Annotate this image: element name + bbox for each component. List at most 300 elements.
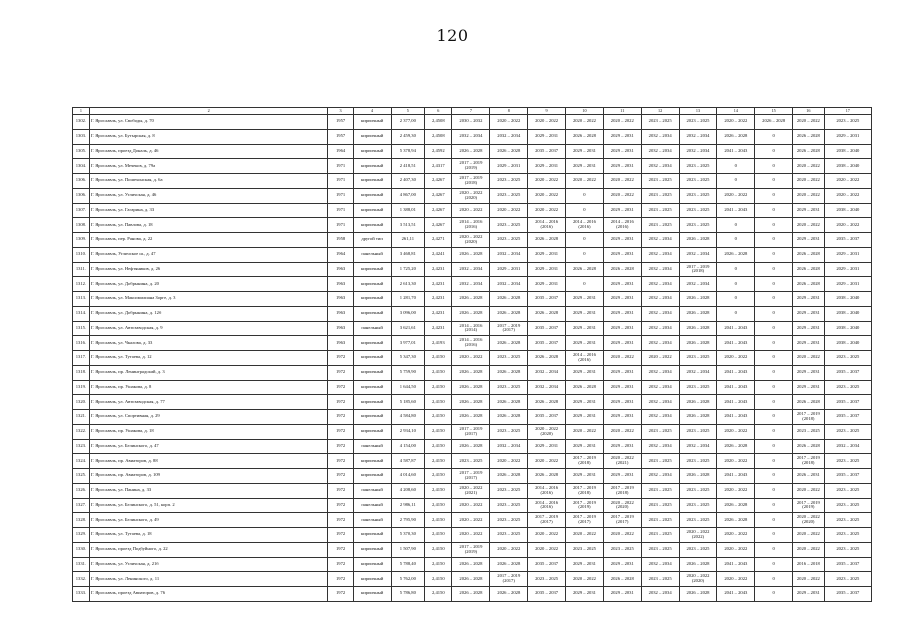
table-row — [73, 159, 872, 174]
table-cell: 2032 – 2034 — [641, 277, 679, 292]
table-cell: Г. Ярославль, пр. Ленинградский, д. 3 — [89, 365, 328, 380]
table-cell: кирпичный — [353, 174, 391, 189]
table-cell: 2026 – 2028 — [566, 129, 604, 144]
table-cell: 2,4271 — [425, 233, 452, 248]
table-cell: 2 934,10 — [391, 424, 425, 439]
table-cell: 2029 – 2031 — [566, 410, 604, 425]
table-cell: 2020 – 2022 — [452, 528, 490, 543]
column-header: 8 — [490, 108, 528, 115]
table-cell: кирпичный — [353, 144, 391, 159]
table-cell: 2020 – 2022 — [717, 483, 755, 498]
table-cell: 0 — [755, 469, 793, 484]
table-cell: кирпичный — [353, 129, 391, 144]
table-cell: 2026 – 2028 — [793, 439, 825, 454]
table-cell: кирпичный — [353, 395, 391, 410]
table-cell: 2 377,00 — [391, 115, 425, 130]
table-cell: 2020 – 2022 — [793, 528, 825, 543]
table-cell: 2032 – 2034 — [679, 365, 717, 380]
table-row — [73, 439, 872, 454]
table-cell: 2017 – 2019 (2018) — [603, 483, 641, 498]
table-cell: 2020 – 2022 — [490, 542, 528, 557]
table-cell: 2020 – 2022 — [793, 542, 825, 557]
table-cell: 1972 — [328, 439, 353, 454]
table-cell: 2041 – 2043 — [717, 321, 755, 336]
table-cell: 2032 – 2034 — [824, 439, 871, 454]
table-cell: 2026 – 2028 — [679, 336, 717, 351]
table-cell: 2020 – 2022 — [717, 528, 755, 543]
table-cell: 2041 – 2043 — [717, 144, 755, 159]
table-cell: 2029 – 2031 — [490, 159, 528, 174]
table-row — [73, 410, 872, 425]
table-cell: 2038 – 2040 — [824, 321, 871, 336]
table-cell: 2023 – 2025 — [490, 351, 528, 366]
table-cell: 2029 – 2031 — [528, 247, 566, 262]
table-cell: 2020 – 2022 — [717, 188, 755, 203]
table-cell: 2041 – 2043 — [717, 395, 755, 410]
table-cell: 2029 – 2031 — [566, 469, 604, 484]
table-cell: Г. Ярославль, ул. Добрынина, д. 12б — [89, 306, 328, 321]
table-cell: 0 — [755, 188, 793, 203]
table-cell: 0 — [755, 336, 793, 351]
table-cell: 2 407,30 — [391, 174, 425, 189]
table-cell: 2023 – 2025 — [679, 498, 717, 513]
table-cell: 2020 – 2022 — [603, 424, 641, 439]
table-cell: 2,4150 — [425, 572, 452, 587]
table-row — [73, 262, 872, 277]
table-cell: 2,4241 — [425, 247, 452, 262]
table-cell: 1 507,90 — [391, 542, 425, 557]
table-cell: 2023 – 2025 — [452, 454, 490, 469]
table-cell: 1972 — [328, 572, 353, 587]
table-cell: 2026 – 2028 — [528, 395, 566, 410]
table-cell: 2020 – 2022 — [824, 188, 871, 203]
table-cell: 2,4508 — [425, 115, 452, 130]
table-cell: 2,4231 — [425, 277, 452, 292]
table-cell: 2026 – 2028 — [452, 380, 490, 395]
table-cell: 2035 – 2037 — [528, 292, 566, 307]
table-cell: 2020 – 2022 — [793, 483, 825, 498]
table-cell: 2023 – 2025 — [490, 513, 528, 528]
table-cell: Г. Ярославль, проезд Дональ, д. 46 — [89, 144, 328, 159]
table-cell: 0 — [755, 483, 793, 498]
table-cell: 2023 – 2025 — [641, 542, 679, 557]
table-cell: 2026 – 2028 — [603, 572, 641, 587]
table-cell: 2026 – 2028 — [490, 469, 528, 484]
table-cell: 2026 – 2028 — [755, 115, 793, 130]
table-cell: 1972 — [328, 528, 353, 543]
table-cell: 5 788,40 — [391, 557, 425, 572]
table-cell: 2032 – 2034 — [641, 233, 679, 248]
table-cell: 2035 – 2037 — [824, 587, 871, 602]
table-cell: 1325. — [73, 469, 90, 484]
table-cell: 2029 – 2031 — [566, 159, 604, 174]
table-cell: 2029 – 2031 — [824, 247, 871, 262]
table-cell: 2026 – 2028 — [793, 247, 825, 262]
table-cell: 1972 — [328, 410, 353, 425]
table-cell: 2023 – 2025 — [824, 542, 871, 557]
table-cell: 2023 – 2025 — [679, 188, 717, 203]
table-cell: 1319. — [73, 380, 90, 395]
table-cell: 2023 – 2025 — [641, 174, 679, 189]
table-cell: 5 378,94 — [391, 144, 425, 159]
table-row — [73, 129, 872, 144]
table-cell: 2,4150 — [425, 498, 452, 513]
table-cell: 0 — [755, 174, 793, 189]
table-cell: 2026 – 2028 — [717, 513, 755, 528]
table-cell: 3 621,61 — [391, 321, 425, 336]
table-cell: 2020 – 2022 — [603, 174, 641, 189]
table-cell: 2020 – 2022 (2021) — [603, 454, 641, 469]
table-cell: Г. Ярославль, ул. Панина, д. 33 — [89, 483, 328, 498]
table-cell: 1 644,50 — [391, 380, 425, 395]
table-row — [73, 218, 872, 233]
table-cell: кирпичный — [353, 424, 391, 439]
column-header: 4 — [353, 108, 391, 115]
table-cell: 1318. — [73, 365, 90, 380]
table-cell: 2020 – 2022 — [793, 188, 825, 203]
table-cell: Г. Ярославль, ул. Автозаводская, д. 9 — [89, 321, 328, 336]
table-cell: 2020 – 2022 — [528, 174, 566, 189]
table-cell: 0 — [566, 203, 604, 218]
table-cell: кирпичный — [353, 557, 391, 572]
table-cell: Г. Ярославль, пер. Ранова, д. 22 — [89, 233, 328, 248]
table-cell: 1963 — [328, 336, 353, 351]
table-cell: 2023 – 2025 — [824, 528, 871, 543]
table-cell: 2032 – 2034 — [528, 365, 566, 380]
table-cell: 2026 – 2028 — [452, 306, 490, 321]
table-cell: 2020 – 2022 — [528, 542, 566, 557]
table-cell: панельный — [353, 321, 391, 336]
table-cell: 1963 — [328, 277, 353, 292]
table-cell: 2023 – 2025 — [824, 454, 871, 469]
table-cell: 2029 – 2031 — [793, 203, 825, 218]
table-cell: 2020 – 2022 — [793, 174, 825, 189]
table-cell: кирпичный — [353, 277, 391, 292]
table-cell: кирпичный — [353, 306, 391, 321]
table-cell: 2029 – 2031 — [528, 159, 566, 174]
table-cell: 2020 – 2022 — [717, 115, 755, 130]
table-cell: 2035 – 2037 — [528, 144, 566, 159]
table-cell: 2026 – 2028 — [528, 306, 566, 321]
table-cell: панельный — [353, 513, 391, 528]
table-cell: 2023 – 2025 — [641, 203, 679, 218]
table-cell: 261,11 — [391, 233, 425, 248]
table-cell: 1972 — [328, 365, 353, 380]
table-cell: 2026 – 2028 — [603, 262, 641, 277]
table-cell: 2029 – 2031 — [566, 321, 604, 336]
table-cell: 2023 – 2025 — [490, 528, 528, 543]
table-cell: 1330. — [73, 542, 90, 557]
table-cell: 2020 – 2022 — [603, 351, 641, 366]
table-cell: 5 370,30 — [391, 528, 425, 543]
table-cell: 0 — [755, 247, 793, 262]
table-cell: 2032 – 2034 — [528, 380, 566, 395]
table-cell: 1304. — [73, 159, 90, 174]
table-cell: 0 — [755, 233, 793, 248]
table-cell: 2032 – 2034 — [641, 469, 679, 484]
table-cell: 2,4150 — [425, 454, 452, 469]
table-row — [73, 233, 872, 248]
table-body — [73, 115, 872, 602]
table-row — [73, 365, 872, 380]
table-cell: 2029 – 2031 — [603, 557, 641, 572]
table-cell: 2026 – 2028 — [452, 365, 490, 380]
table-cell: 1963 — [328, 321, 353, 336]
table-cell: 0 — [755, 203, 793, 218]
table-cell: 2,4231 — [425, 321, 452, 336]
table-cell: 0 — [717, 174, 755, 189]
table-cell: 1314. — [73, 306, 90, 321]
table-cell: 1322. — [73, 424, 90, 439]
table-cell: 5 759,90 — [391, 365, 425, 380]
table-cell: 1 281,70 — [391, 292, 425, 307]
column-header: 3 — [328, 108, 353, 115]
table-cell: 2017 – 2019 (2019) — [452, 542, 490, 557]
table-cell: 2026 – 2028 — [452, 292, 490, 307]
table-cell: 2029 – 2031 — [603, 365, 641, 380]
table-cell: 2023 – 2025 — [490, 188, 528, 203]
table-cell: 2014 – 2016 (2016) — [528, 498, 566, 513]
table-cell: 2030 – 2032 — [452, 115, 490, 130]
table-cell: 2041 – 2043 — [717, 365, 755, 380]
table-cell: Г. Ярославль, ул. Тутаева, д. 12 — [89, 351, 328, 366]
table-cell: 2,4150 — [425, 380, 452, 395]
table-cell: 2026 – 2028 — [679, 321, 717, 336]
table-cell: 0 — [755, 218, 793, 233]
table-cell: 2,4150 — [425, 557, 452, 572]
table-cell: 1971 — [328, 188, 353, 203]
table-header — [73, 108, 872, 115]
table-cell: 0 — [755, 572, 793, 587]
table-cell: Г. Ярославль, пр. Ушакова, д. 8 — [89, 380, 328, 395]
table-cell: 1305. — [73, 144, 90, 159]
table-cell: 2023 – 2025 — [824, 115, 871, 130]
table-cell: 0 — [755, 144, 793, 159]
table-cell: 2032 – 2034 — [490, 439, 528, 454]
table-cell: 2017 – 2019 (2019) — [452, 159, 490, 174]
table-cell: 2023 – 2025 — [641, 218, 679, 233]
table-cell: 2023 – 2025 — [490, 233, 528, 248]
table-row — [73, 572, 872, 587]
table-cell: Г. Ярославль, пр. Ушакова, д. 18 — [89, 424, 328, 439]
table-cell: 0 — [755, 277, 793, 292]
table-cell: 0 — [755, 306, 793, 321]
table-cell: 2,4231 — [425, 292, 452, 307]
table-cell: 2026 – 2028 — [717, 439, 755, 454]
table-cell: кирпичный — [353, 469, 391, 484]
table-cell: 1957 — [328, 129, 353, 144]
table-cell: 2032 – 2034 — [641, 557, 679, 572]
table-cell: 2,4150 — [425, 528, 452, 543]
table-row — [73, 513, 872, 528]
table-cell: кирпичный — [353, 365, 391, 380]
table-cell: 2020 – 2022 — [452, 498, 490, 513]
table-cell: 2014 – 2016 (2016) — [566, 218, 604, 233]
table-cell: 2041 – 2043 — [717, 203, 755, 218]
table-cell: 0 — [717, 277, 755, 292]
table-cell: 2,4267 — [425, 203, 452, 218]
table-row — [73, 336, 872, 351]
table-cell: 2,4150 — [425, 483, 452, 498]
table-cell: 2020 – 2022 — [528, 188, 566, 203]
table-cell: 1972 — [328, 454, 353, 469]
table-cell: 2032 – 2034 — [641, 292, 679, 307]
table-row — [73, 115, 872, 130]
table-cell: 2023 – 2025 — [641, 528, 679, 543]
table-cell: панельный — [353, 247, 391, 262]
table-cell: 2023 – 2025 — [824, 380, 871, 395]
table-cell: 2020 – 2022 (2020) — [452, 233, 490, 248]
table-cell: 2023 – 2025 — [490, 380, 528, 395]
table-cell: кирпичный — [353, 351, 391, 366]
table-cell: 2023 – 2025 — [679, 351, 717, 366]
table-cell: Г. Ярославль, ул. Пошехонская, д. 6а — [89, 174, 328, 189]
table-cell: 2026 – 2028 — [679, 395, 717, 410]
table-cell: 2,4150 — [425, 424, 452, 439]
table-cell: 2,4150 — [425, 542, 452, 557]
table-cell: кирпичный — [353, 380, 391, 395]
table-cell: 2026 – 2028 — [566, 262, 604, 277]
table-cell: 1311. — [73, 262, 90, 277]
table-cell: 1327. — [73, 498, 90, 513]
table-cell: 2026 – 2028 — [490, 336, 528, 351]
table-cell: 2035 – 2037 — [824, 469, 871, 484]
table-cell: 2026 – 2028 — [452, 587, 490, 602]
table-row — [73, 203, 872, 218]
table-cell: 0 — [755, 410, 793, 425]
table-cell: 2017 – 2019 (2017) — [603, 513, 641, 528]
table-cell: 2023 – 2025 — [679, 424, 717, 439]
table-cell: 2023 – 2025 — [528, 572, 566, 587]
table-cell: 2038 – 2040 — [824, 144, 871, 159]
table-cell: 0 — [717, 233, 755, 248]
table-cell: 2017 – 2019 (2018) — [679, 262, 717, 277]
table-cell: 2023 – 2025 — [679, 203, 717, 218]
table-cell: 2029 – 2031 — [793, 321, 825, 336]
table-cell: 2029 – 2031 — [566, 439, 604, 454]
table-cell: 1971 — [328, 203, 353, 218]
table-cell: 2023 – 2025 — [824, 351, 871, 366]
table-cell: 2026 – 2028 — [490, 365, 528, 380]
table-cell: 2023 – 2025 — [824, 513, 871, 528]
table-cell: 2020 – 2022 (2020) — [452, 188, 490, 203]
table-cell: 0 — [755, 498, 793, 513]
table-cell: 2032 – 2034 — [679, 129, 717, 144]
table-cell: 1963 — [328, 262, 353, 277]
table-cell: 1972 — [328, 395, 353, 410]
table-cell: 2032 – 2034 — [490, 277, 528, 292]
table-cell: 2026 – 2028 — [679, 410, 717, 425]
table-cell: 2023 – 2025 — [603, 542, 641, 557]
table-cell: кирпичный — [353, 336, 391, 351]
table-cell: Г. Ярославль, ул. Белинского, д. 47 — [89, 439, 328, 454]
table-cell: 2032 – 2034 — [641, 336, 679, 351]
column-header: 17 — [824, 108, 871, 115]
table-cell: 2029 – 2031 — [603, 306, 641, 321]
table-cell: 2032 – 2034 — [490, 247, 528, 262]
table-cell: 2035 – 2037 — [528, 336, 566, 351]
table-cell: 2,4267 — [425, 188, 452, 203]
table-cell: 2,4231 — [425, 262, 452, 277]
table-cell: 2026 – 2028 — [679, 306, 717, 321]
table-cell: 0 — [755, 454, 793, 469]
table-cell: 2020 – 2022 — [490, 203, 528, 218]
table-cell: 2029 – 2031 — [793, 233, 825, 248]
table-cell: 1324. — [73, 454, 90, 469]
table-cell: 2029 – 2031 — [566, 395, 604, 410]
table-cell: 1957 — [328, 115, 353, 130]
table-cell: 1306. — [73, 174, 90, 189]
table-cell: 2026 – 2028 — [793, 395, 825, 410]
table-cell: 2029 – 2031 — [603, 233, 641, 248]
table-cell: 2017 – 2019 (2019) — [793, 498, 825, 513]
table-row — [73, 247, 872, 262]
table-cell: 2032 – 2034 — [679, 247, 717, 262]
table-cell: 1321. — [73, 410, 90, 425]
table-cell: 0 — [755, 262, 793, 277]
table-cell: 2020 – 2022 — [490, 454, 528, 469]
table-cell: 0 — [755, 439, 793, 454]
column-header: 6 — [425, 108, 452, 115]
table-cell: Г. Ярославль, ул. Максимилиана Зорге, д. 3 — [89, 292, 328, 307]
page-number: 120 — [436, 26, 469, 45]
table-row — [73, 395, 872, 410]
table-cell: 2023 – 2025 — [641, 188, 679, 203]
table-cell: 2023 – 2025 — [824, 572, 871, 587]
table-cell: 2038 – 2040 — [824, 203, 871, 218]
table-cell: 2026 – 2028 — [490, 395, 528, 410]
table-cell: 2017 – 2019 (2017) — [452, 424, 490, 439]
table-cell: 2,4150 — [425, 410, 452, 425]
table-cell: Г. Ярославль, ул. Нефтяников, д. 26 — [89, 262, 328, 277]
table-cell: Г. Ярославль, ул. Белинского, д. 49 — [89, 513, 328, 528]
table-cell: 2029 – 2031 — [566, 557, 604, 572]
table-cell: 2,4150 — [425, 469, 452, 484]
table-cell: кирпичный — [353, 159, 391, 174]
table-cell: 2020 – 2022 (2021) — [452, 483, 490, 498]
table-cell: кирпичный — [353, 262, 391, 277]
table-cell: 2026 – 2028 — [717, 498, 755, 513]
table-cell: 5 786,80 — [391, 587, 425, 602]
column-header: 9 — [528, 108, 566, 115]
table-cell: кирпичный — [353, 218, 391, 233]
table-cell: 2020 – 2022 — [793, 351, 825, 366]
table-cell: 2020 – 2022 — [603, 115, 641, 130]
table-cell: 2,4150 — [425, 351, 452, 366]
table-cell: 1971 — [328, 159, 353, 174]
table-cell: 2020 – 2022 — [641, 351, 679, 366]
table-cell: 2032 – 2034 — [679, 144, 717, 159]
table-cell: 2032 – 2034 — [641, 587, 679, 602]
column-header: 12 — [641, 108, 679, 115]
table-cell: 2020 – 2022 — [566, 115, 604, 130]
table-cell: 2 986,11 — [391, 498, 425, 513]
table-cell: 2029 – 2031 — [603, 587, 641, 602]
table-row — [73, 144, 872, 159]
table-cell: 2026 – 2028 — [566, 380, 604, 395]
table-cell: 2032 – 2034 — [641, 247, 679, 262]
table-cell: Г. Ярославль, ул. Белинского, д. 51, корп. 2 — [89, 498, 328, 513]
table-cell: 0 — [755, 587, 793, 602]
table-cell: 2023 – 2025 — [641, 454, 679, 469]
table-cell: 2020 – 2022 — [528, 454, 566, 469]
table-cell: 1323. — [73, 439, 90, 454]
table-cell: 2029 – 2031 — [528, 129, 566, 144]
table-cell: 2020 – 2022 — [824, 174, 871, 189]
table-cell: 2026 – 2028 — [452, 247, 490, 262]
column-header: 5 — [391, 108, 425, 115]
table-cell: 1 725,20 — [391, 262, 425, 277]
